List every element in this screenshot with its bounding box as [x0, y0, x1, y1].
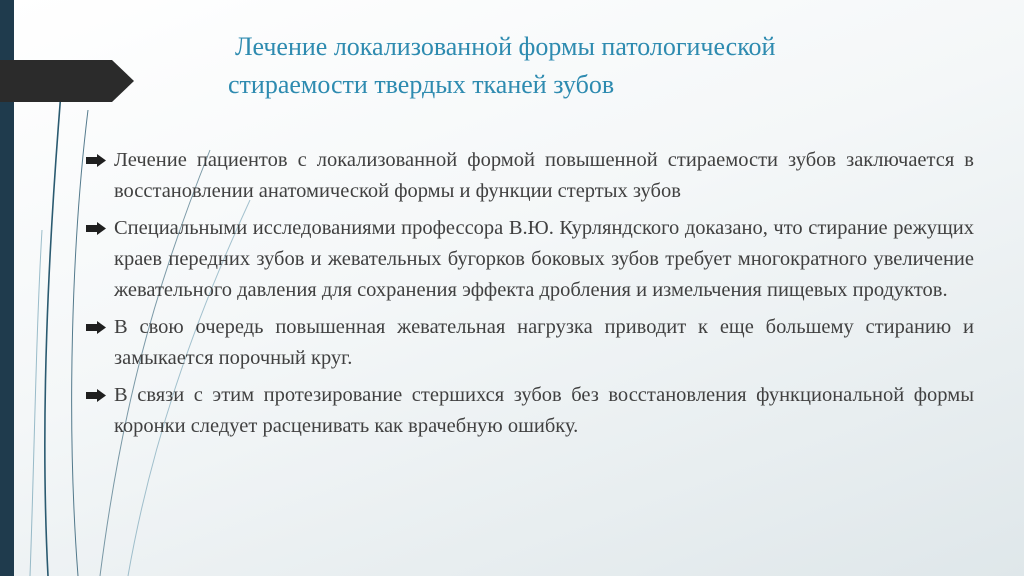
arrow-bullet-icon [86, 222, 106, 235]
bullet-item [84, 145, 974, 207]
bullet-text: В свою очередь повышенная жевательная нагрузка приводит к еще большему стиранию и замыкается порочный круг. [114, 316, 974, 369]
title-line-2: стираемости твердых тканей зубов [228, 70, 615, 99]
bullet-item [84, 380, 974, 442]
bullet-text: В связи с этим протезирование стершихся зубов без восстановления функциональной формы коронки следует расценивать как врачебную ошибку. [114, 384, 974, 437]
bullet-item [84, 213, 974, 306]
bullet-list [84, 145, 974, 448]
bullet-text: Лечение пациентов с локализованной формой повышенной стираемости зубов заключается в восстановлении анатомической формы и функции стертых зубов [114, 149, 974, 202]
arrow-bullet-icon [86, 389, 106, 402]
arrow-tab-shape [0, 60, 134, 102]
slide-title [228, 28, 968, 104]
arrow-bullet-icon [86, 154, 106, 167]
bullet-text: Специальными исследованиями профессора В.Ю. Курляндского доказано, что стирание режущих краев передних зубов и жевательных бугорков боковых зубов требует многократного увеличение жевательного давления для сохранения эффекта дробления и измельчения пищевых продуктов. [114, 217, 974, 301]
bullet-item [84, 312, 974, 374]
arrow-bullet-icon [86, 321, 106, 334]
title-line-1: Лечение локализованной формы патологической [235, 32, 776, 61]
